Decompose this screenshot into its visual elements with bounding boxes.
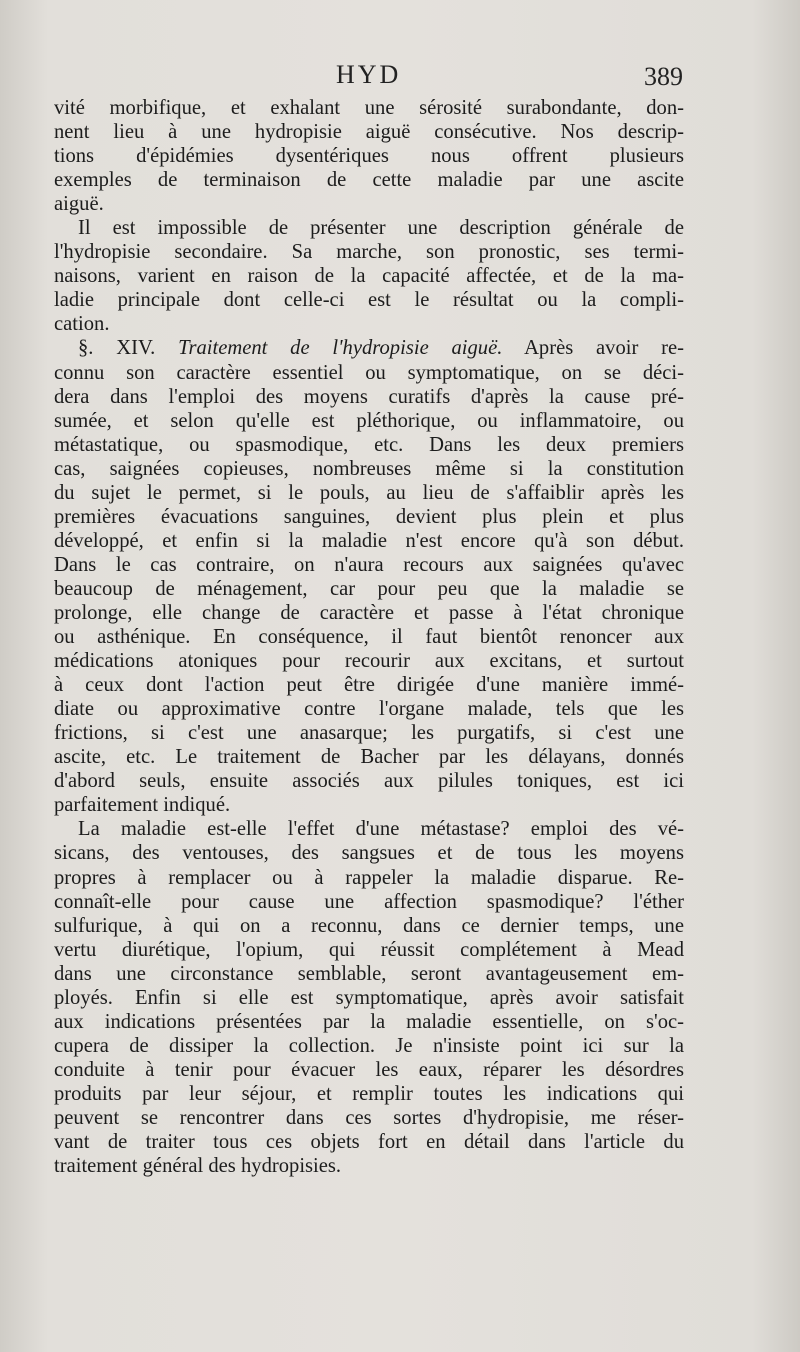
text-line: nent lieu à une hydropisie aiguë consécutive. Nos descrip- (54, 121, 684, 144)
text-line: d'abord seuls, ensuite associés aux pilules toniques, est ici (54, 770, 684, 793)
text-line: l'hydropisie secondaire. Sa marche, son pronostic, ses termi- (54, 241, 684, 264)
section-number: §. XIV. (78, 337, 156, 360)
text-line: sicans, des ventouses, des sangsues et de tous les moyens (54, 842, 684, 865)
body-text (54, 96, 684, 1178)
section-heading-line (54, 336, 684, 360)
section-heading-rest: Après avoir re- (524, 337, 684, 360)
text-line: vant de traiter tous ces objets fort en détail dans l'article du (54, 1131, 684, 1154)
text-line: propres à remplacer ou à rappeler la maladie disparue. Re- (54, 866, 684, 889)
text-line: frictions, si c'est une anasarque; les purgatifs, si c'est une (54, 722, 684, 745)
text-line: ployés. Enfin si elle est symptomatique, après avoir satisfait (54, 986, 684, 1009)
text-line: cupera de dissiper la collection. Je n'insiste point ici sur la (54, 1034, 684, 1057)
text-line: cation. (54, 313, 110, 336)
text-line: cas, saignées copieuses, nombreuses même si la constitution (54, 457, 684, 480)
text-line: vertu diurétique, l'opium, qui réussit complétement à Mead (54, 938, 684, 961)
text-line: du sujet le permet, si le pouls, au lieu de s'affaiblir après les (54, 481, 684, 504)
text-line: aux indications présentées par la maladie essentielle, on s'oc- (54, 1010, 684, 1033)
text-line: exemples de terminaison de cette maladie par une ascite (54, 169, 684, 192)
text-line: dans une circonstance semblable, seront avantageusement em- (54, 962, 684, 985)
text-line: aiguë. (54, 193, 104, 216)
text-line: sulfurique, à qui on a reconnu, dans ce dernier temps, une (54, 914, 684, 937)
page-number: 389 (644, 62, 683, 91)
text-line: Dans le cas contraire, on n'aura recours aux saignées qu'avec (54, 553, 684, 576)
text-line: conduite à tenir pour évacuer les eaux, réparer les désordres (54, 1058, 684, 1081)
text-line: naisons, varient en raison de la capacité affectée, et de la ma- (54, 265, 684, 288)
text-line: traitement général des hydropisies. (54, 1155, 342, 1178)
text-line: à ceux dont l'action peut être dirigée d'une manière immé- (54, 674, 684, 697)
text-line: connu son caractère essentiel ou symptomatique, on se déci- (54, 361, 684, 384)
text-line: Il est impossible de présenter une description générale de (78, 217, 684, 240)
text-line: diate ou approximative contre l'organe malade, tels que les (54, 698, 684, 721)
page-header (0, 58, 800, 98)
text-line: ladie principale dont celle-ci est le résultat ou la compli- (54, 289, 684, 312)
text-line: produits par leur séjour, et remplir toutes les indications qui (54, 1082, 684, 1105)
text-line: sumée, et selon qu'elle est pléthorique, ou inflammatoire, ou (54, 409, 684, 432)
text-line: beaucoup de ménagement, car pour peu que la maladie se (54, 577, 684, 600)
text-line: prolonge, elle change de caractère et passe à l'état chronique (54, 601, 684, 624)
section-title: Traitement de l'hydropisie aiguë. (178, 337, 503, 360)
text-line: parfaitement indiqué. (54, 794, 231, 817)
text-line: La maladie est-elle l'effet d'une métastase? emploi des vé- (78, 818, 684, 841)
text-line: connaît-elle pour cause une affection spasmodique? l'éther (54, 890, 684, 913)
text-line: tions d'épidémies dysentériques nous offrent plusieurs (54, 145, 684, 168)
text-line: métastatique, ou spasmodique, etc. Dans les deux premiers (54, 433, 684, 456)
text-line: développé, et enfin si la maladie n'est encore qu'à son début. (54, 529, 684, 552)
text-line: vité morbifique, et exhalant une sérosité surabondante, don- (54, 97, 684, 119)
text-line: dera dans l'emploi des moyens curatifs d'après la cause pré- (54, 385, 684, 408)
text-line: médications atoniques pour recourir aux excitans, et surtout (54, 650, 684, 673)
text-line: ascite, etc. Le traitement de Bacher par les délayans, donnés (54, 746, 684, 769)
running-head: HYD (336, 60, 402, 89)
text-line: ou asthénique. En conséquence, il faut bientôt renoncer aux (54, 626, 684, 649)
text-line: peuvent se rencontrer dans ces sortes d'hydropisie, me réser- (54, 1106, 684, 1129)
text-line: premières évacuations sanguines, devient plus plein et plus (54, 505, 684, 528)
